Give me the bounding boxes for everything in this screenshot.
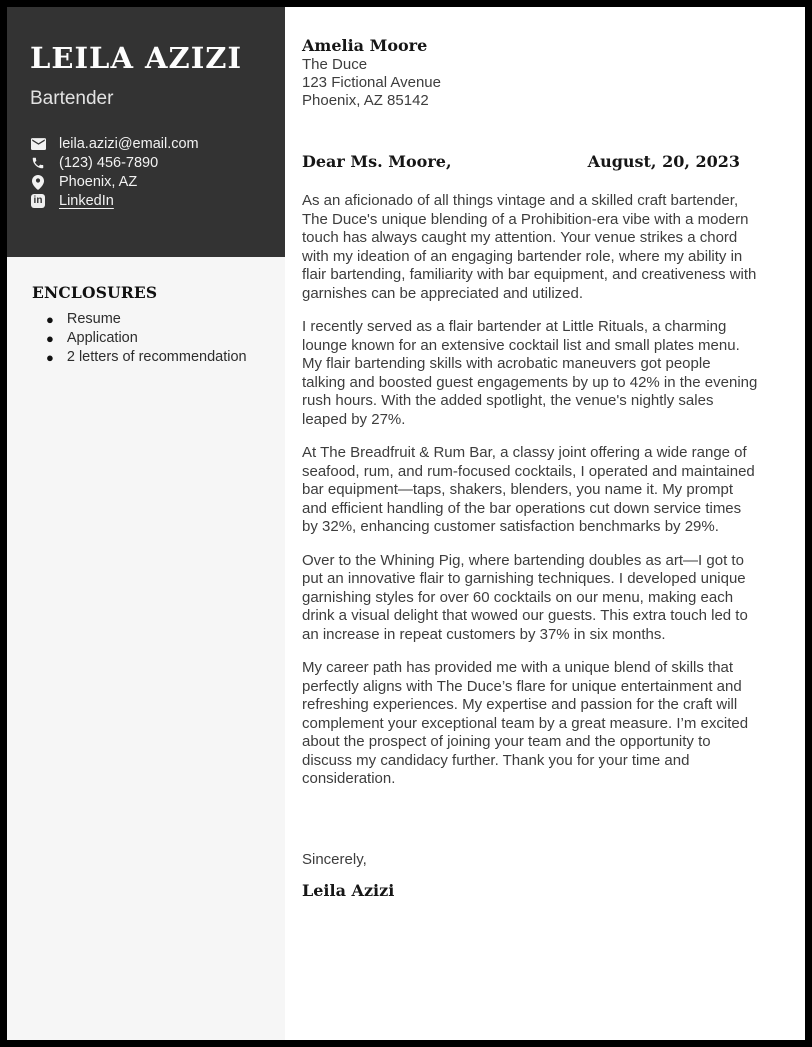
contact-phone-value: (123) 456-7890 [59, 155, 159, 172]
bullet-icon: ● [46, 350, 54, 365]
salutation-row [302, 152, 758, 171]
enclosures-list [32, 310, 277, 367]
contact-row-location [30, 175, 267, 190]
recipient-city: Phoenix, AZ 85142 [302, 92, 429, 109]
linkedin-icon [30, 194, 46, 209]
signature-name: Leila Azizi [302, 880, 395, 900]
email-icon [30, 137, 46, 152]
letter-paragraph: I recently served as a flair bartender at Little Rituals, a charming lounge known for an extensive cocktail list and small plates menu. My flair bartending skills with acrobatic maneuvers got people talking and boosted guest engagements by up to 42% in the evening rush hours. With the added spotlight, the venue's nightly sales leaped by 27%. [302, 318, 758, 428]
enclosures-heading: ENCLOSURES [32, 283, 158, 302]
enclosure-item [32, 348, 277, 367]
enclosure-item-label: Resume [66, 311, 121, 327]
letter-date: August, 20, 2023 [587, 152, 740, 171]
letter-paragraphs [302, 192, 758, 789]
contact-row-phone [30, 156, 267, 171]
letter-body [285, 7, 805, 1040]
location-icon [30, 175, 46, 190]
contact-email-value: leila.azizi@email.com [59, 136, 199, 153]
recipient-block [302, 36, 758, 110]
enclosure-item [32, 310, 277, 329]
contact-location-value: Phoenix, AZ [59, 174, 138, 191]
letter-paragraph: At The Breadfruit & Rum Bar, a classy joint offering a wide range of seafood, rum, and rum-focused cocktails, I operated and maintained bar equipment—taps, shakers, blenders, you name it. My prompt and efficient handling of the bar operations cut down service times by 32%, enhancing customer satisfaction benchmarks by 29%. [302, 444, 755, 535]
salutation: Dear Ms. Moore, [302, 152, 452, 171]
sidebar [7, 7, 285, 1040]
bullet-icon: ● [46, 331, 54, 346]
phone-icon [30, 156, 46, 171]
letter-paragraph: Over to the Whining Pig, where bartending doubles as art—I got to put an innovative flair to garnishing techniques. I developed unique garnishing styles for over 60 cocktails on our menu, making each drink a visual delight that wowed our guests. This extra touch led to an increase in repeat customers by 37% in six months. [302, 551, 748, 643]
letter-paragraph: My career path has provided me with a unique blend of skills that perfectly aligns with The Duce’s flare for unique entertainment and refreshing experiences. My expertise and passion for the craft will complement your exceptional team by a great measure. I’m excited about the prospect of joining your team and the opportunity to discuss my candidacy further. Thank you for your time and consideration. [302, 659, 749, 787]
enclosure-item-label: Application [66, 330, 138, 346]
contact-row-email [30, 137, 267, 152]
letter-paragraph: As an aficionado of all things vintage and a skilled craft bartender, The Duce's unique blending of a Prohibition-era vibe with a modern touch has always caught my attention. Your venue strikes a chord with my ideation of an engaging bartender role, where my ability in flair bartending, familiarity with bar equipment, and creativeness with garnishes can be appreciated and utilized. [302, 192, 757, 302]
recipient-street: 123 Fictional Avenue [302, 74, 441, 91]
candidate-job-title: Bartender [30, 87, 114, 109]
recipient-name: Amelia Moore [302, 36, 428, 55]
candidate-name: LEILA AZIZI [30, 41, 243, 75]
enclosure-item [32, 329, 277, 348]
contact-list [30, 137, 267, 209]
closing: Sincerely, [302, 850, 367, 868]
linkedin-badge-text: in [31, 194, 45, 208]
enclosures-section [7, 257, 285, 1040]
sidebar-header [7, 7, 285, 257]
enclosure-item-label: 2 letters of recommendation [66, 349, 247, 365]
contact-row-linkedin [30, 194, 267, 209]
recipient-company: The Duce [302, 56, 368, 73]
linkedin-link[interactable]: LinkedIn [59, 193, 114, 210]
bullet-icon: ● [46, 312, 54, 327]
